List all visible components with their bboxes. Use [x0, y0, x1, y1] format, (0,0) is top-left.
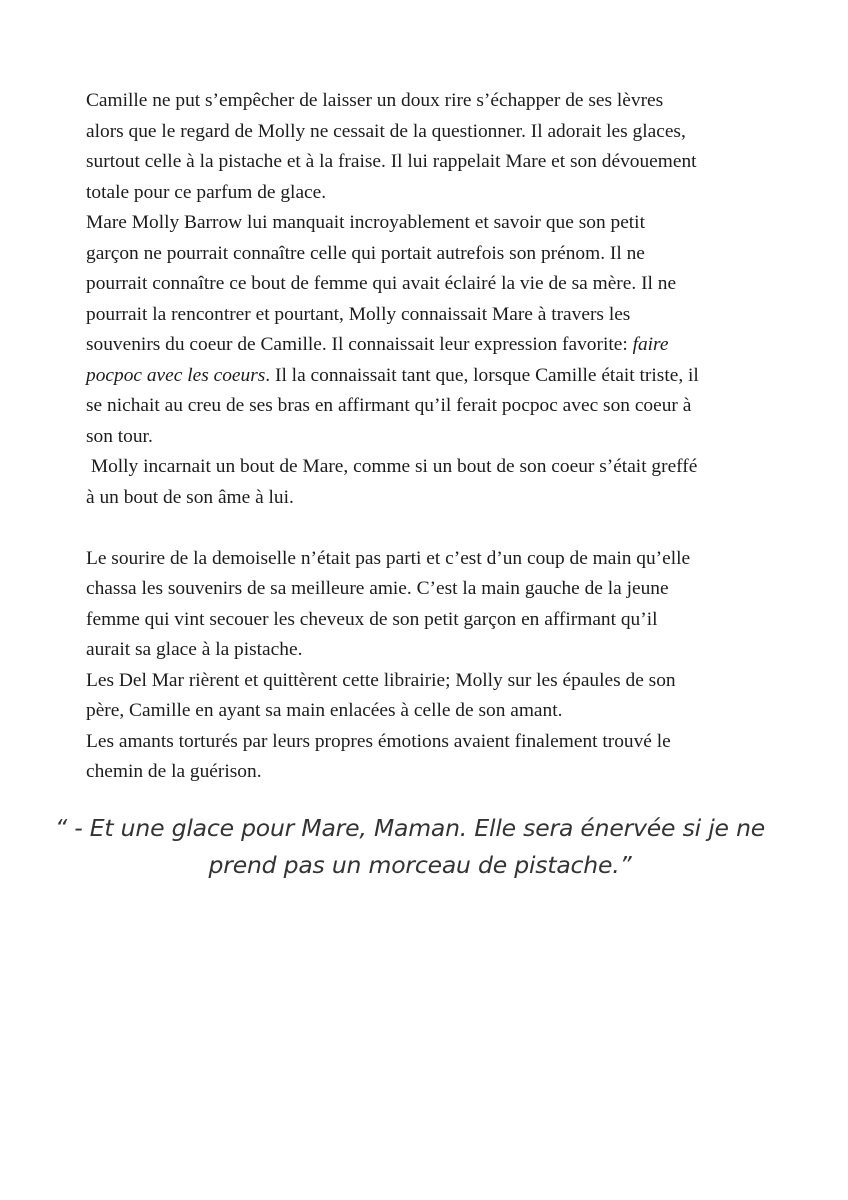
- text-line: totale pour ce parfum de glace.: [86, 181, 327, 203]
- text-line: Le sourire de la demoiselle n’était pas parti et c’est d’un coup de main qu’elle: [86, 547, 691, 569]
- italic-phrase: pocpoc avec les coeurs: [86, 364, 266, 386]
- text-line: Les Del Mar rièrent et quittèrent cette librairie; Molly sur les épaules de son: [86, 669, 676, 691]
- text-line: femme qui vint secouer les cheveux de son petit garçon en affirmant qu’il: [86, 608, 658, 630]
- text-line: alors que le regard de Molly ne cessait de la questionner. Il adorait les glaces,: [86, 120, 686, 142]
- text-line: Les amants torturés par leurs propres émotions avaient finalement trouvé le: [86, 730, 671, 752]
- text-line: Camille ne put s’empêcher de laisser un doux rire s’échapper de ses lèvres: [86, 90, 664, 111]
- text-segment: souvenirs du coeur de Camille. Il connaissait leur expression favorite:: [86, 334, 633, 355]
- body-text: [86, 86, 776, 788]
- text-line: [86, 330, 776, 361]
- paragraph-2: [86, 208, 776, 452]
- paragraph-5: [86, 666, 776, 727]
- italic-phrase: faire: [632, 334, 669, 355]
- paragraph-3: [86, 452, 776, 513]
- quote-line: prend pas un morceau de pistache.”: [208, 851, 632, 879]
- text-line: Mare Molly Barrow lui manquait incroyablement et savoir que son petit: [86, 212, 645, 233]
- text-line: surtout celle à la pistache et à la fraise. Il lui rappelait Mare et son dévouement: [86, 151, 697, 172]
- text-line: à un bout de son âme à lui.: [86, 486, 294, 508]
- text-segment: . Il la connaissait tant que, lorsque Camille était triste, il: [265, 364, 699, 386]
- paragraph-spacer: [86, 513, 776, 544]
- text-line: chassa les souvenirs de sa meilleure amie. C’est la main gauche de la jeune: [86, 578, 669, 599]
- paragraph-6: [86, 727, 776, 788]
- text-line: aurait sa glace à la pistache.: [86, 639, 303, 660]
- text-line: se nichait au creu de ses bras en affirmant qu’il ferait pocpoc avec son coeur à: [86, 395, 692, 416]
- text-line: Molly incarnait un bout de Mare, comme si un bout de son coeur s’était greffé: [86, 456, 698, 477]
- text-line: garçon ne pourrait connaître celle qui portait autrefois son prénom. Il ne: [86, 242, 645, 264]
- closing-quote: [0, 810, 848, 884]
- text-line: son tour.: [86, 425, 153, 447]
- text-line: père, Camille en ayant sa main enlacées à celle de son amant.: [86, 700, 563, 721]
- paragraph-4: [86, 544, 776, 666]
- quote-line: “ - Et une glace pour Mare, Maman. Elle sera énervée si je ne: [54, 814, 766, 842]
- text-line: chemin de la guérison.: [86, 761, 262, 782]
- paragraph-1: [86, 86, 776, 208]
- text-line: pourrait connaître ce bout de femme qui avait éclairé la vie de sa mère. Il ne: [86, 273, 677, 294]
- text-line: pourrait la rencontrer et pourtant, Molly connaissait Mare à travers les: [86, 303, 631, 325]
- text-line: [86, 361, 776, 392]
